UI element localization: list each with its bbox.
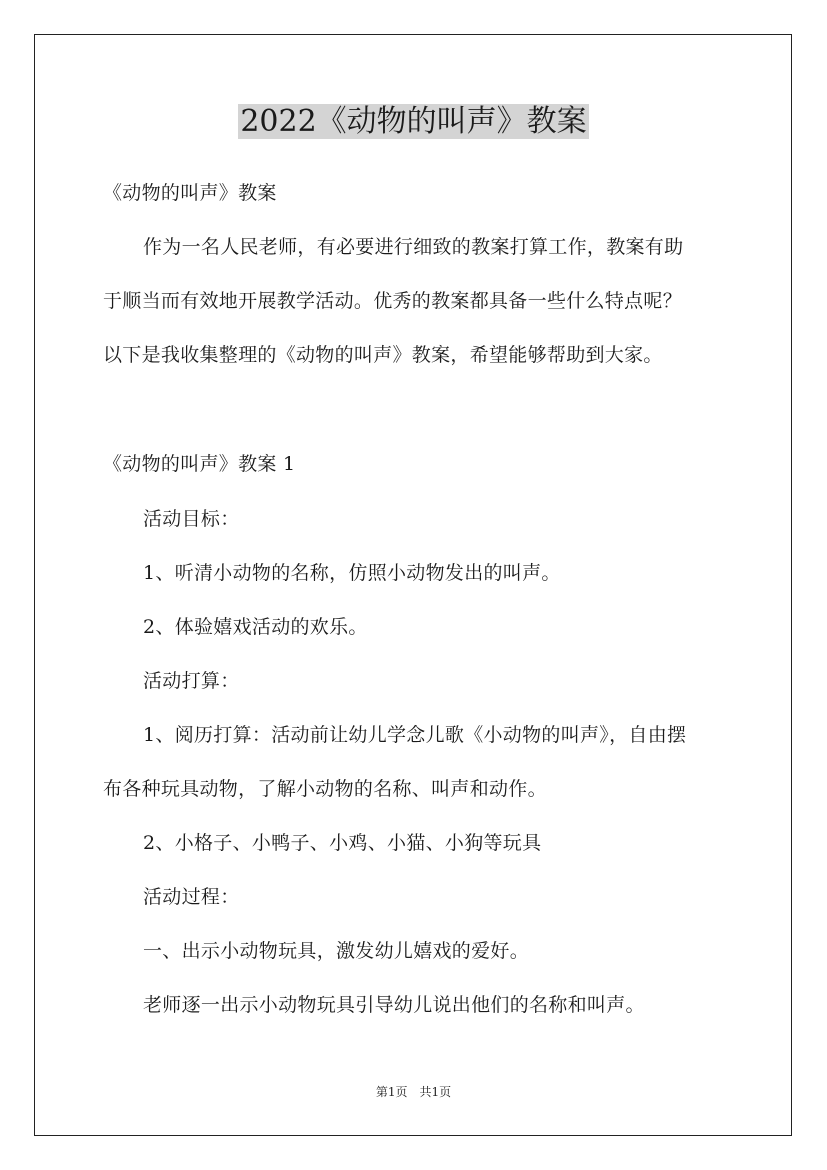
body-line-2: 1、听清小动物的名称，仿照小动物发出的叫声。 [143, 562, 561, 584]
intro-line-2: 于顺当而有效地开展教学活动。优秀的教案都具备一些什么特点呢？ [103, 290, 683, 312]
body-line-3: 2、体验嬉戏活动的欢乐。 [143, 616, 368, 638]
page-footer: 第1页 共1页 [375, 1085, 452, 1099]
document-title-text: 2022《动物的叫声》教案 [240, 104, 587, 139]
intro-line-3: 以下是我收集整理的《动物的叫声》教案，希望能够帮助到大家。 [103, 344, 663, 366]
body-line-5: 1、阅历打算：活动前让幼儿学念儿歌《小动物的叫声》，自由摆 [143, 724, 687, 746]
body-line-8: 活动过程： [143, 886, 240, 908]
intro-line-1: 作为一名人民老师，有必要进行细致的教案打算工作，教案有助 [143, 236, 684, 258]
body-line-7: 2、小格子、小鸭子、小鸡、小猫、小狗等玩具 [143, 832, 542, 854]
body-line-6: 布各种玩具动物，了解小动物的名称、叫声和动作。 [103, 778, 547, 800]
section-heading: 《动物的叫声》教案 1 [103, 453, 296, 475]
document-title [0, 100, 827, 144]
body-line-4: 活动打算： [143, 670, 240, 692]
body-line-1: 活动目标： [143, 508, 240, 530]
body-line-10: 老师逐一出示小动物玩具引导幼儿说出他们的名称和叫声。 [143, 994, 645, 1016]
body-line-9: 一、出示小动物玩具，激发幼儿嬉戏的爱好。 [143, 940, 530, 962]
document-heading: 《动物的叫声》教案 [103, 182, 277, 204]
